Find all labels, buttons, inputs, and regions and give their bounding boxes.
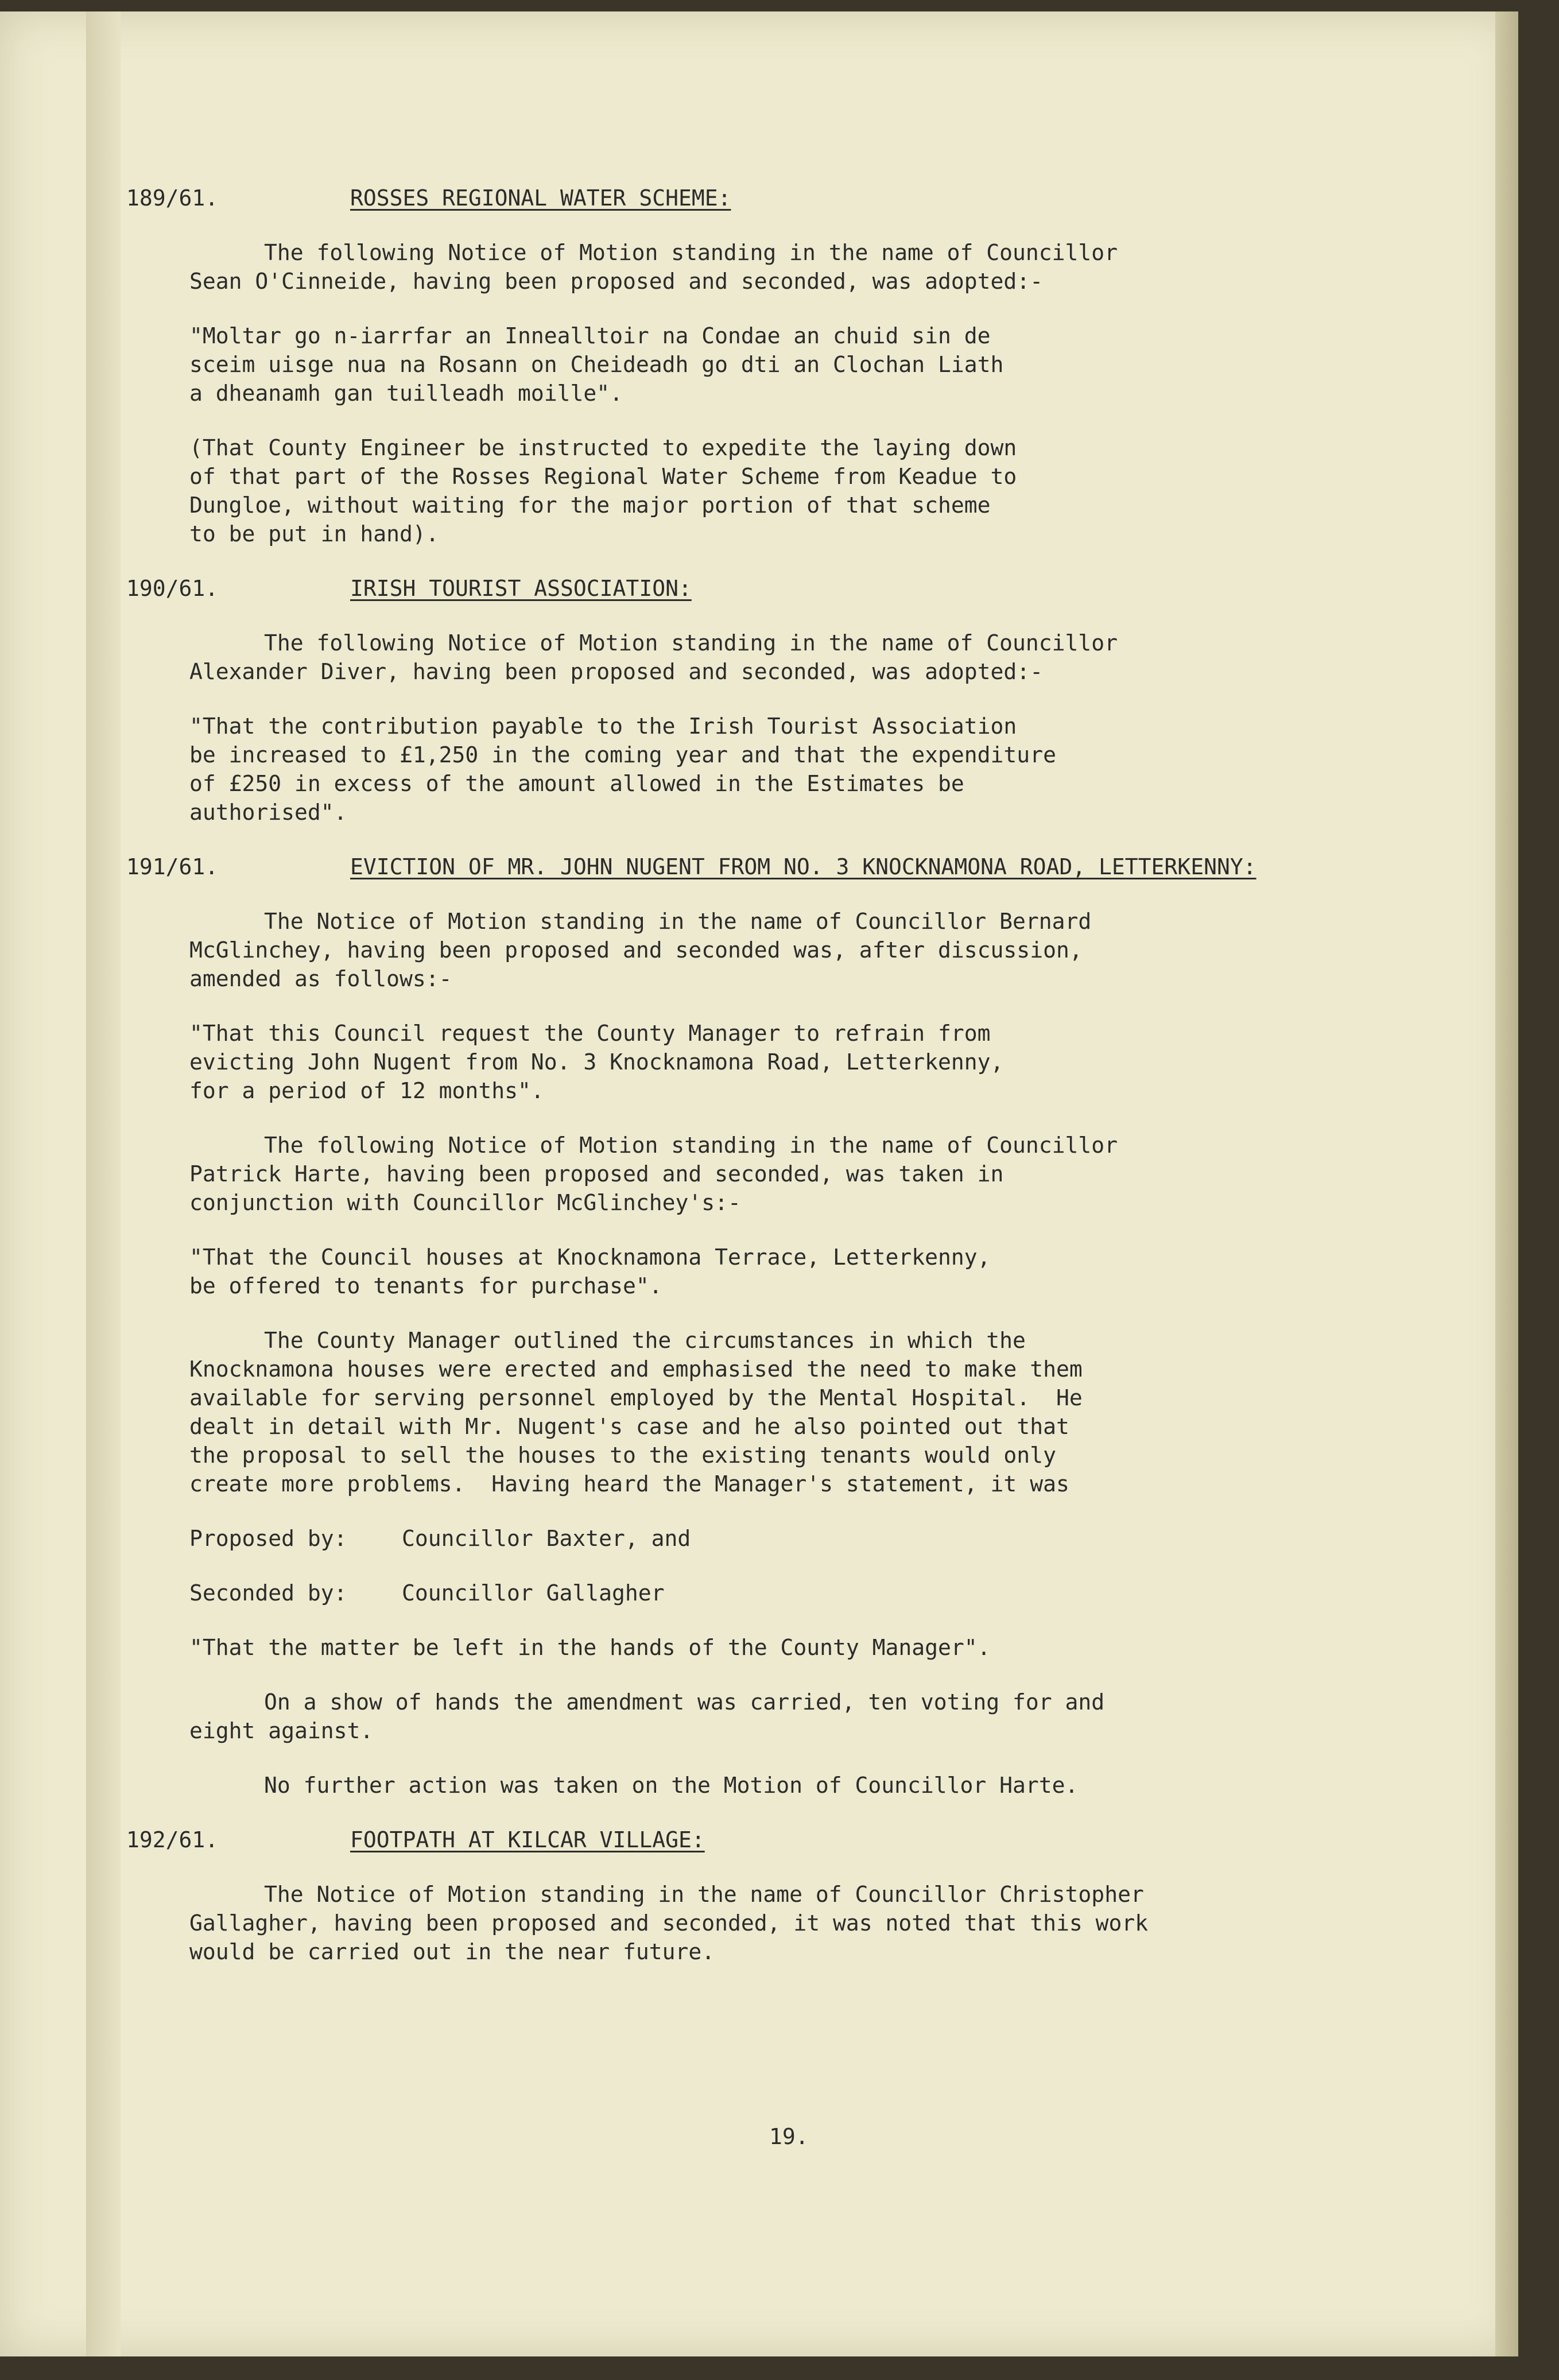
- page-number: 19.: [769, 2124, 809, 2149]
- minute-paragraph: No further action was taken on the Motion of Councillor Harte.: [264, 1773, 1079, 1798]
- minute-paragraph: The following Notice of Motion standing in the name of Councillor Sean O'Cinneide, having been proposed and seconded, was adopted:-: [189, 240, 1118, 294]
- seconded-by-label: Seconded by:: [189, 1580, 347, 1606]
- proposed-by-line: [189, 1524, 1406, 1553]
- motion-translation: (That County Engineer be instructed to expedite the laying down of that part of the Rosses Regional Water Scheme from Keadue to Dungloe, without waiting for the major portion of that scheme to be put in hand).: [189, 435, 1017, 546]
- page-edge: [1495, 11, 1518, 2356]
- amendment-quote: "That the matter be left in the hands of the County Manager".: [189, 1635, 991, 1660]
- minute-item-191: [126, 852, 1406, 1800]
- minute-heading: IRISH TOURIST ASSOCIATION:: [350, 576, 692, 601]
- minute-paragraph: On a show of hands the amendment was carried, ten voting for and eight against.: [189, 1689, 1105, 1743]
- motion-quote: "That the contribution payable to the Irish Tourist Association be increased to £1,250 in the coming year and that the expenditure of £250 in excess of the amount allowed in the Estimates be authorised".: [189, 714, 1056, 825]
- minute-number: 191/61.: [126, 854, 219, 879]
- minute-item-192: [126, 1825, 1406, 1966]
- binding-gutter: [86, 11, 121, 2356]
- proposed-by-label: Proposed by:: [189, 1526, 347, 1551]
- motion-quote: "Moltar go n-iarrfar an Innealltoir na Condae an chuid sin de sceim uisge nua na Rosann on Cheideadh go dti an Clochan Liath a dheanamh gan tuilleadh moille".: [189, 323, 1004, 406]
- minute-item-189: [126, 184, 1406, 548]
- minute-heading: FOOTPATH AT KILCAR VILLAGE:: [350, 1827, 705, 1852]
- motion-quote: "That this Council request the County Manager to refrain from evicting John Nugent from No. 3 Knocknamona Road, Letterkenny, for a period of 12 months".: [189, 1021, 1004, 1103]
- minute-paragraph: The following Notice of Motion standing in the name of Councillor Patrick Harte, having been proposed and seconded, was taken in conjunction with Councillor McGlinchey's:-: [189, 1133, 1118, 1215]
- seconded-by-line: [189, 1579, 1406, 1607]
- seconded-by-value: Councillor Gallagher: [402, 1580, 665, 1606]
- minute-number: 189/61.: [126, 185, 219, 211]
- minute-paragraph: The County Manager outlined the circumstances in which the Knocknamona houses were erected and emphasised the need to make them available for serving personnel employed by the Mental Hospital. He dealt in detail with Mr. Nugent's case and he also pointed out that the proposal to sell the houses to the existing tenants would only create more problems. Having heard the Manager's statement, it was: [189, 1328, 1083, 1497]
- minute-paragraph: The Notice of Motion standing in the name of Councillor Bernard McGlinchey, having been proposed and seconded was, after discussion, amended as follows:-: [189, 909, 1092, 991]
- minute-item-190: [126, 574, 1406, 827]
- minute-heading: EVICTION OF MR. JOHN NUGENT FROM NO. 3 KNOCKNAMONA ROAD, LETTERKENNY:: [350, 854, 1256, 879]
- minute-paragraph: The Notice of Motion standing in the name of Councillor Christopher Gallagher, having been proposed and seconded, it was noted that this work would be carried out in the near future.: [189, 1882, 1149, 1964]
- minute-number: 192/61.: [126, 1827, 219, 1852]
- minute-number: 190/61.: [126, 576, 219, 601]
- minute-heading: ROSSES REGIONAL WATER SCHEME:: [350, 185, 731, 211]
- minutes-text: [126, 184, 1406, 1992]
- minute-paragraph: The following Notice of Motion standing in the name of Councillor Alexander Diver, having been proposed and seconded, was adopted:-: [189, 630, 1118, 684]
- motion-quote: "That the Council houses at Knocknamona Terrace, Letterkenny, be offered to tenants for purchase".: [189, 1245, 991, 1298]
- paper-sheet: [0, 11, 1518, 2356]
- proposed-by-value: Councillor Baxter, and: [402, 1526, 691, 1551]
